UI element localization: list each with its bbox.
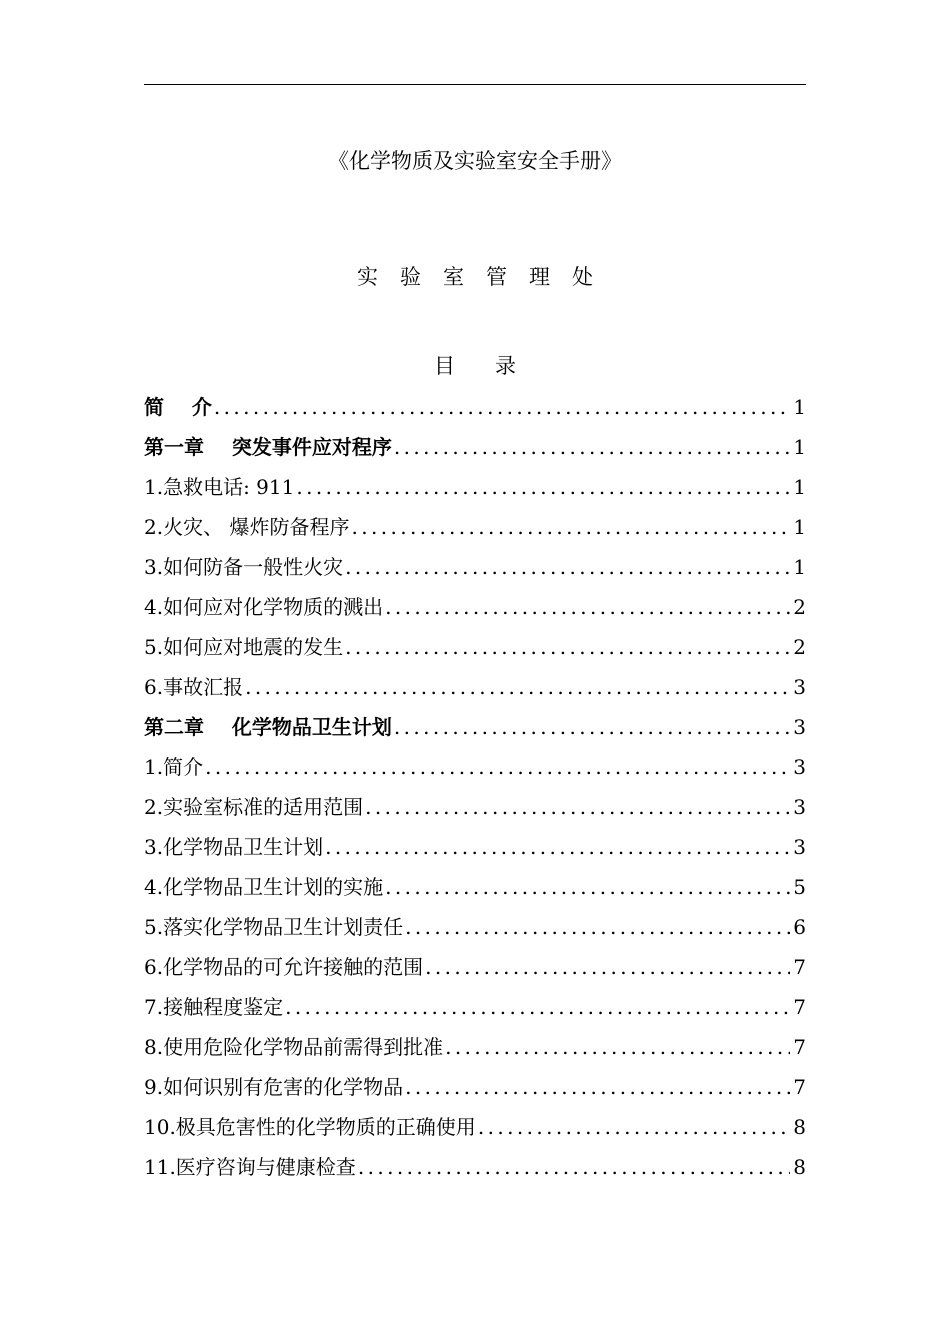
toc-section-entry[interactable] [144, 1070, 806, 1110]
toc-entry-text: 2.火灾、 爆炸防备程序 [144, 515, 350, 539]
toc-dot-leader [385, 870, 790, 904]
toc-entry-text: 3.化学物品卫生计划 [144, 835, 324, 859]
toc-page-number: 7 [793, 1075, 806, 1099]
toc-entry-text: 5.落实化学物品卫生计划责任 [144, 915, 404, 939]
toc-page-number: 7 [793, 955, 806, 979]
toc-entry-text: 4.如何应对化学物质的溅出 [144, 595, 384, 619]
toc-dot-leader [345, 550, 790, 584]
toc-page-number: 5 [793, 875, 806, 899]
toc-page-number: 1 [793, 555, 806, 579]
toc-entry-text: 7.接触程度鉴定 [144, 995, 284, 1019]
toc-heading: 目录 [434, 354, 556, 378]
toc-section-entry[interactable] [144, 1110, 806, 1150]
toc-page-number: 8 [793, 1115, 806, 1139]
toc-dot-leader [296, 470, 790, 504]
toc-page-number: 8 [793, 1155, 806, 1179]
toc-section-entry[interactable] [144, 510, 806, 550]
toc-page-number: 3 [793, 835, 806, 859]
toc-dot-leader [394, 710, 790, 744]
organization-name: 实验室管理处 [357, 265, 615, 289]
toc-entry-text: 10.极具危害性的化学物质的正确使用 [144, 1115, 476, 1139]
toc-dot-leader [285, 990, 790, 1024]
toc-section-entry[interactable] [144, 950, 806, 990]
toc-entry-text: 8.使用危险化学物品前需得到批准 [144, 1035, 444, 1059]
toc-page-number: 3 [793, 755, 806, 779]
toc-entry-text: 1.急救电话: 911 [144, 475, 295, 499]
toc-entry-text: 9.如何识别有危害的化学物品 [144, 1075, 404, 1099]
toc-page-number: 2 [793, 635, 806, 659]
toc-section-entry[interactable] [144, 790, 806, 830]
toc-entry-text: 6.事故汇报 [144, 675, 244, 699]
toc-section-entry[interactable] [144, 470, 806, 510]
toc-dot-leader [394, 430, 790, 464]
document-title: 《化学物质及实验室安全手册》 [328, 149, 622, 173]
toc-page-number: 6 [793, 915, 806, 939]
toc-entry-text: 11.医疗咨询与健康检查 [144, 1155, 356, 1179]
toc-entry-text: 5.如何应对地震的发生 [144, 635, 344, 659]
table-of-contents [144, 390, 806, 1190]
toc-section-entry[interactable] [144, 990, 806, 1030]
toc-chapter-entry[interactable] [144, 390, 806, 430]
toc-chapter-entry[interactable] [144, 430, 806, 470]
toc-entry-text: 第一章 突发事件应对程序 [144, 435, 392, 459]
toc-dot-leader [365, 790, 790, 824]
toc-section-entry[interactable] [144, 670, 806, 710]
toc-dot-leader [214, 390, 790, 424]
toc-page-number: 3 [793, 715, 806, 739]
toc-entry-text: 第二章 化学物品卫生计划 [144, 715, 392, 739]
toc-section-entry[interactable] [144, 1030, 806, 1070]
toc-page-number: 2 [793, 595, 806, 619]
toc-dot-leader [405, 910, 790, 944]
toc-entry-text: 3.如何防备一般性火灾 [144, 555, 344, 579]
toc-dot-leader [205, 750, 790, 784]
toc-section-entry[interactable] [144, 870, 806, 910]
toc-entry-text: 4.化学物品卫生计划的实施 [144, 875, 384, 899]
header-rule [144, 84, 806, 85]
toc-section-entry[interactable] [144, 590, 806, 630]
toc-entry-text: 简 介 [144, 395, 212, 419]
toc-dot-leader [325, 830, 790, 864]
toc-chapter-entry[interactable] [144, 710, 806, 750]
toc-page-number: 1 [793, 395, 806, 419]
toc-entry-text: 1.简介 [144, 755, 204, 779]
toc-section-entry[interactable] [144, 750, 806, 790]
toc-dot-leader [405, 1070, 790, 1104]
toc-page-number: 3 [793, 795, 806, 819]
toc-dot-leader [385, 590, 790, 624]
toc-page-number: 1 [793, 435, 806, 459]
toc-entry-text: 2.实验室标准的适用范围 [144, 795, 364, 819]
toc-section-entry[interactable] [144, 910, 806, 950]
toc-page-number: 1 [793, 515, 806, 539]
toc-dot-leader [425, 950, 790, 984]
toc-page-number: 7 [793, 995, 806, 1019]
toc-dot-leader [351, 510, 790, 544]
toc-dot-leader [345, 630, 790, 664]
toc-section-entry[interactable] [144, 630, 806, 670]
toc-dot-leader [245, 670, 790, 704]
toc-section-entry[interactable] [144, 830, 806, 870]
toc-page-number: 1 [793, 475, 806, 499]
toc-section-entry[interactable] [144, 1150, 806, 1190]
toc-dot-leader [358, 1150, 790, 1184]
toc-section-entry[interactable] [144, 550, 806, 590]
toc-dot-leader [478, 1110, 790, 1144]
toc-dot-leader [445, 1030, 790, 1064]
toc-entry-text: 6.化学物品的可允许接触的范围 [144, 955, 424, 979]
toc-page-number: 7 [793, 1035, 806, 1059]
toc-page-number: 3 [793, 675, 806, 699]
